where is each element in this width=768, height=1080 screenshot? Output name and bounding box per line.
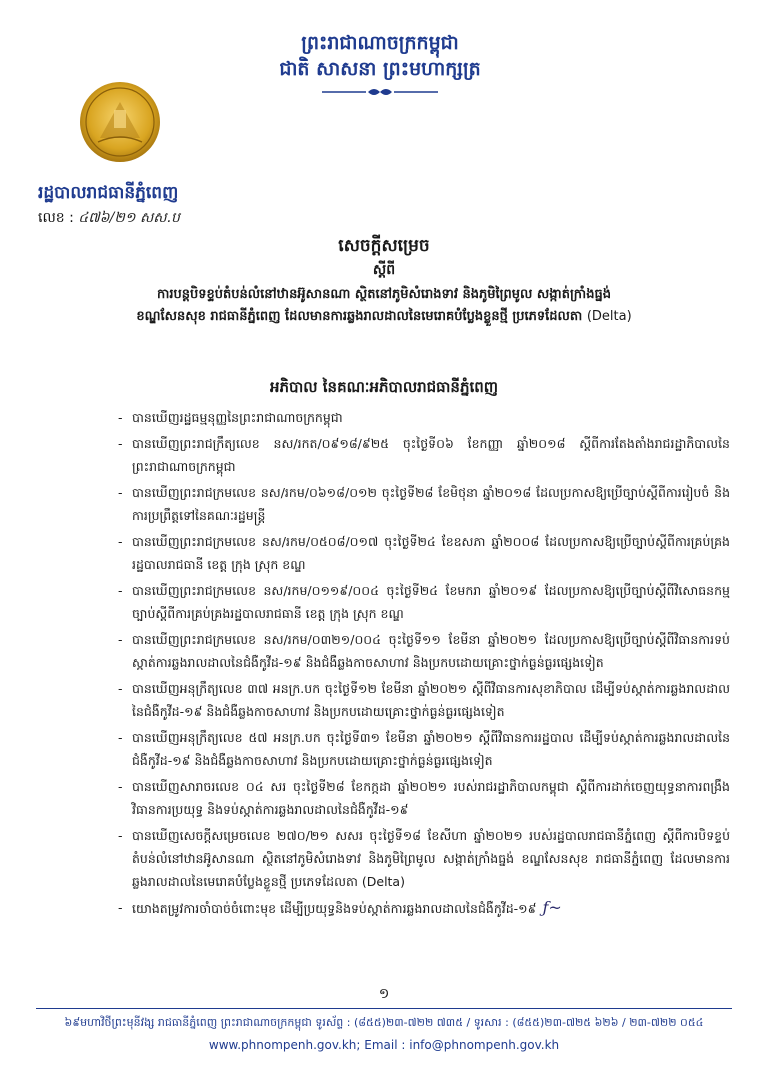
- footer-divider: [36, 1008, 732, 1009]
- subject-line-2-text: ខណ្ឌសែនសុខ រាជធានីភ្នំពេញ ដែលមានការឆ្លងរាលដាលនៃមេរោគបំប្លែងខ្លួនថ្មី ប្រភេទដែលតា: [136, 309, 583, 324]
- reference-number: [38, 208, 278, 228]
- document-subject: [70, 284, 698, 328]
- phnom-penh-seal-icon: [78, 80, 162, 164]
- recital-item: - បានឃើញអនុក្រឹត្យលេខ ៣៧ អនក្រ.បក ចុះថ្ងៃទី១២ ខែមីនា ឆ្នាំ២០២១ ស្ដីពីវិធានការសុខាភិបាល ដើម្បីទប់ស្កាត់ការឆ្លងរាលដាលនៃជំងឺកូវីដ-១៩ និងជំងឺឆ្លងកាចសាហាវ និងប្រកបដោយគ្រោះថ្នាក់ធ្ងន់ធ្ងរផ្សេងទៀត: [118, 677, 730, 723]
- kingdom-header: [180, 30, 580, 98]
- reference-label: លេខ :: [38, 210, 74, 226]
- subject-line-2: [70, 306, 698, 328]
- recitals-list: [118, 406, 730, 923]
- handwritten-initial: ƒ~: [542, 898, 562, 917]
- footer-address: ៦៩មហាវិថីព្រះមុនីវង្ស រាជធានីភ្នំពេញ ព្រះរាជាណាចក្រកម្ពុជា ទូរស័ព្ទ : (៨៥៥)២៣-៧២២ ៧៣៥ / ទូរសារ : (៨៥៥)២៣-៧២៥ ៦២៦ / ២៣-៧២២ ០៥៤: [64, 1016, 704, 1029]
- subject-delta: (Delta): [586, 309, 632, 324]
- recital-last-text: យោងតម្រូវការចាំបាច់ចំពោះមុខ ដើម្បីប្រយុទ្ធនិងទប់ស្កាត់ការឆ្លងរាលដាលនៃជំងឺកូវីដ-១៩: [132, 901, 537, 916]
- recital-item: - បានឃើញព្រះរាជក្រមលេខ នស/រកម/០៣២១/០០៤ ចុះថ្ងៃទី១១ ខែមីនា ឆ្នាំ២០២១ ដែលប្រកាសឱ្យប្រើច្បាប់ស្ដីពីវិធានការទប់ស្កាត់ការឆ្លងរាលដាលនៃជំងឺកូវីដ-១៩ និងជំងឺឆ្លងកាចសាហាវ និងប្រកបដោយគ្រោះថ្នាក់ធ្ងន់ធ្ងរផ្សេងទៀត: [118, 628, 730, 674]
- subject-line-1: ការបន្ដបិទខ្ទប់តំបន់លំនៅឋានអ៊ូសានណា ស្ថិតនៅភូមិសំរោងទាវ និងភូមិព្រៃមូល សង្កាត់ក្រាំងធ្នង់: [157, 287, 611, 302]
- national-motto: ជាតិ សាសនា ព្រះមហាក្សត្រ: [279, 58, 481, 80]
- reference-value: ៤៧៦/២១ សស.ប: [78, 210, 180, 226]
- divider-ornament-icon: [320, 86, 440, 98]
- recital-item: - បានឃើញរដ្ឋធម្មនុញ្ញនៃព្រះរាជាណាចក្រកម្ពុជា: [118, 406, 730, 429]
- recital-item: - បានឃើញអនុក្រឹត្យលេខ ៥៧ អនក្រ.បក ចុះថ្ងៃទី៣១ ខែមីនា ឆ្នាំ២០២១ ស្ដីពីវិធានការរដ្ឋបាល ដើម្បីទប់ស្កាត់ការឆ្លងរាលដាលនៃជំងឺកូវីដ-១៩ និងជំងឺឆ្លងកាចសាហាវ និងប្រកបដោយគ្រោះថ្នាក់ធ្ងន់ធ្ងរផ្សេងទៀត: [118, 726, 730, 772]
- recital-item: - បានឃើញព្រះរាជក្រឹត្យលេខ នស/រកត/០៩១៨/៩២៥ ចុះថ្ងៃទី០៦ ខែកញ្ញា ឆ្នាំ២០១៨ ស្ដីពីការតែងតាំងរាជរដ្ឋាភិបាលនៃព្រះរាជាណាចក្រកម្ពុជា: [118, 432, 730, 478]
- recital-item: [118, 896, 730, 920]
- footer-web-email: www.phnompenh.gov.kh; Email : info@phnompenh.gov.kh: [208, 1038, 560, 1052]
- recital-item: - បានឃើញសេចក្ដីសម្រេចលេខ ២៧០/២១ សសរ ចុះថ្ងៃទី១៨ ខែសីហា ឆ្នាំ២០២១ របស់រដ្ឋបាលរាជធានីភ្នំពេញ ស្ដីពីការបិទខ្ទប់តំបន់លំនៅឋានអ៊ូសានណា ស្ថិតនៅភូមិសំរោងទាវ និងភូមិព្រៃមូល សង្កាត់ក្រាំងធ្នង់ ខណ្ឌសែនសុខ រាជធានីភ្នំពេញ ដែលមានការឆ្លងរាលដាលនៃមេរោគបំប្លែងខ្លួនថ្មី ប្រភេទដែលតា (Delta): [118, 824, 730, 893]
- recital-item: - បានឃើញព្រះរាជក្រមលេខ នស/រកម/០៦១៨/០១២ ចុះថ្ងៃទី២៨ ខែមិថុនា ឆ្នាំ២០១៨ ដែលប្រកាសឱ្យប្រើច្បាប់ស្ដីពីការរៀបចំ និងការប្រព្រឹត្ដទៅនៃគណៈរដ្ឋមន្ដ្រី: [118, 481, 730, 527]
- page-number: ១: [378, 986, 390, 1002]
- issuer-name: រដ្ឋបាលរាជធានីភ្នំពេញ: [38, 183, 179, 203]
- recital-item: - បានឃើញសារាចរលេខ ០៤ សរ ចុះថ្ងៃទី២៨ ខែកក្កដា ឆ្នាំ២០២១ របស់រាជរដ្ឋាភិបាលកម្ពុជា ស្ដីពីការដាក់ចេញយុទ្ធនាការពង្រឹងវិធានការប្រយុទ្ធ និងទប់ស្កាត់ការឆ្លងរាលដាលនៃជំងឺកូវីដ-១៩: [118, 775, 730, 821]
- document-about: ស្ដីពី: [372, 262, 396, 278]
- issuing-authority: អភិបាល នៃគណៈអភិបាលរាជធានីភ្នំពេញ: [269, 378, 499, 396]
- document-type: សេចក្ដីសម្រេច: [338, 236, 430, 256]
- recital-item: - បានឃើញព្រះរាជក្រមលេខ នស/រកម/០៥០៨/០១៧ ចុះថ្ងៃទី២៤ ខែឧសភា ឆ្នាំ២០០៨ ដែលប្រកាសឱ្យប្រើច្បាប់ស្ដីពីការគ្រប់គ្រងរដ្ឋបាលរាជធានី ខេត្ដ ក្រុង ស្រុក ខណ្ឌ: [118, 530, 730, 576]
- kingdom-title: ព្រះរាជាណាចក្រកម្ពុជា: [301, 32, 459, 54]
- recital-item: - បានឃើញព្រះរាជក្រមលេខ នស/រកម/០១១៩/០០៤ ចុះថ្ងៃទី២៤ ខែមករា ឆ្នាំ២០១៩ ដែលប្រកាសឱ្យប្រើច្បាប់ស្ដីពីវិសោធនកម្មច្បាប់ស្ដីពីការគ្រប់គ្រងរដ្ឋបាលរាជធានី ខេត្ដ ក្រុង ស្រុក ខណ្ឌ: [118, 579, 730, 625]
